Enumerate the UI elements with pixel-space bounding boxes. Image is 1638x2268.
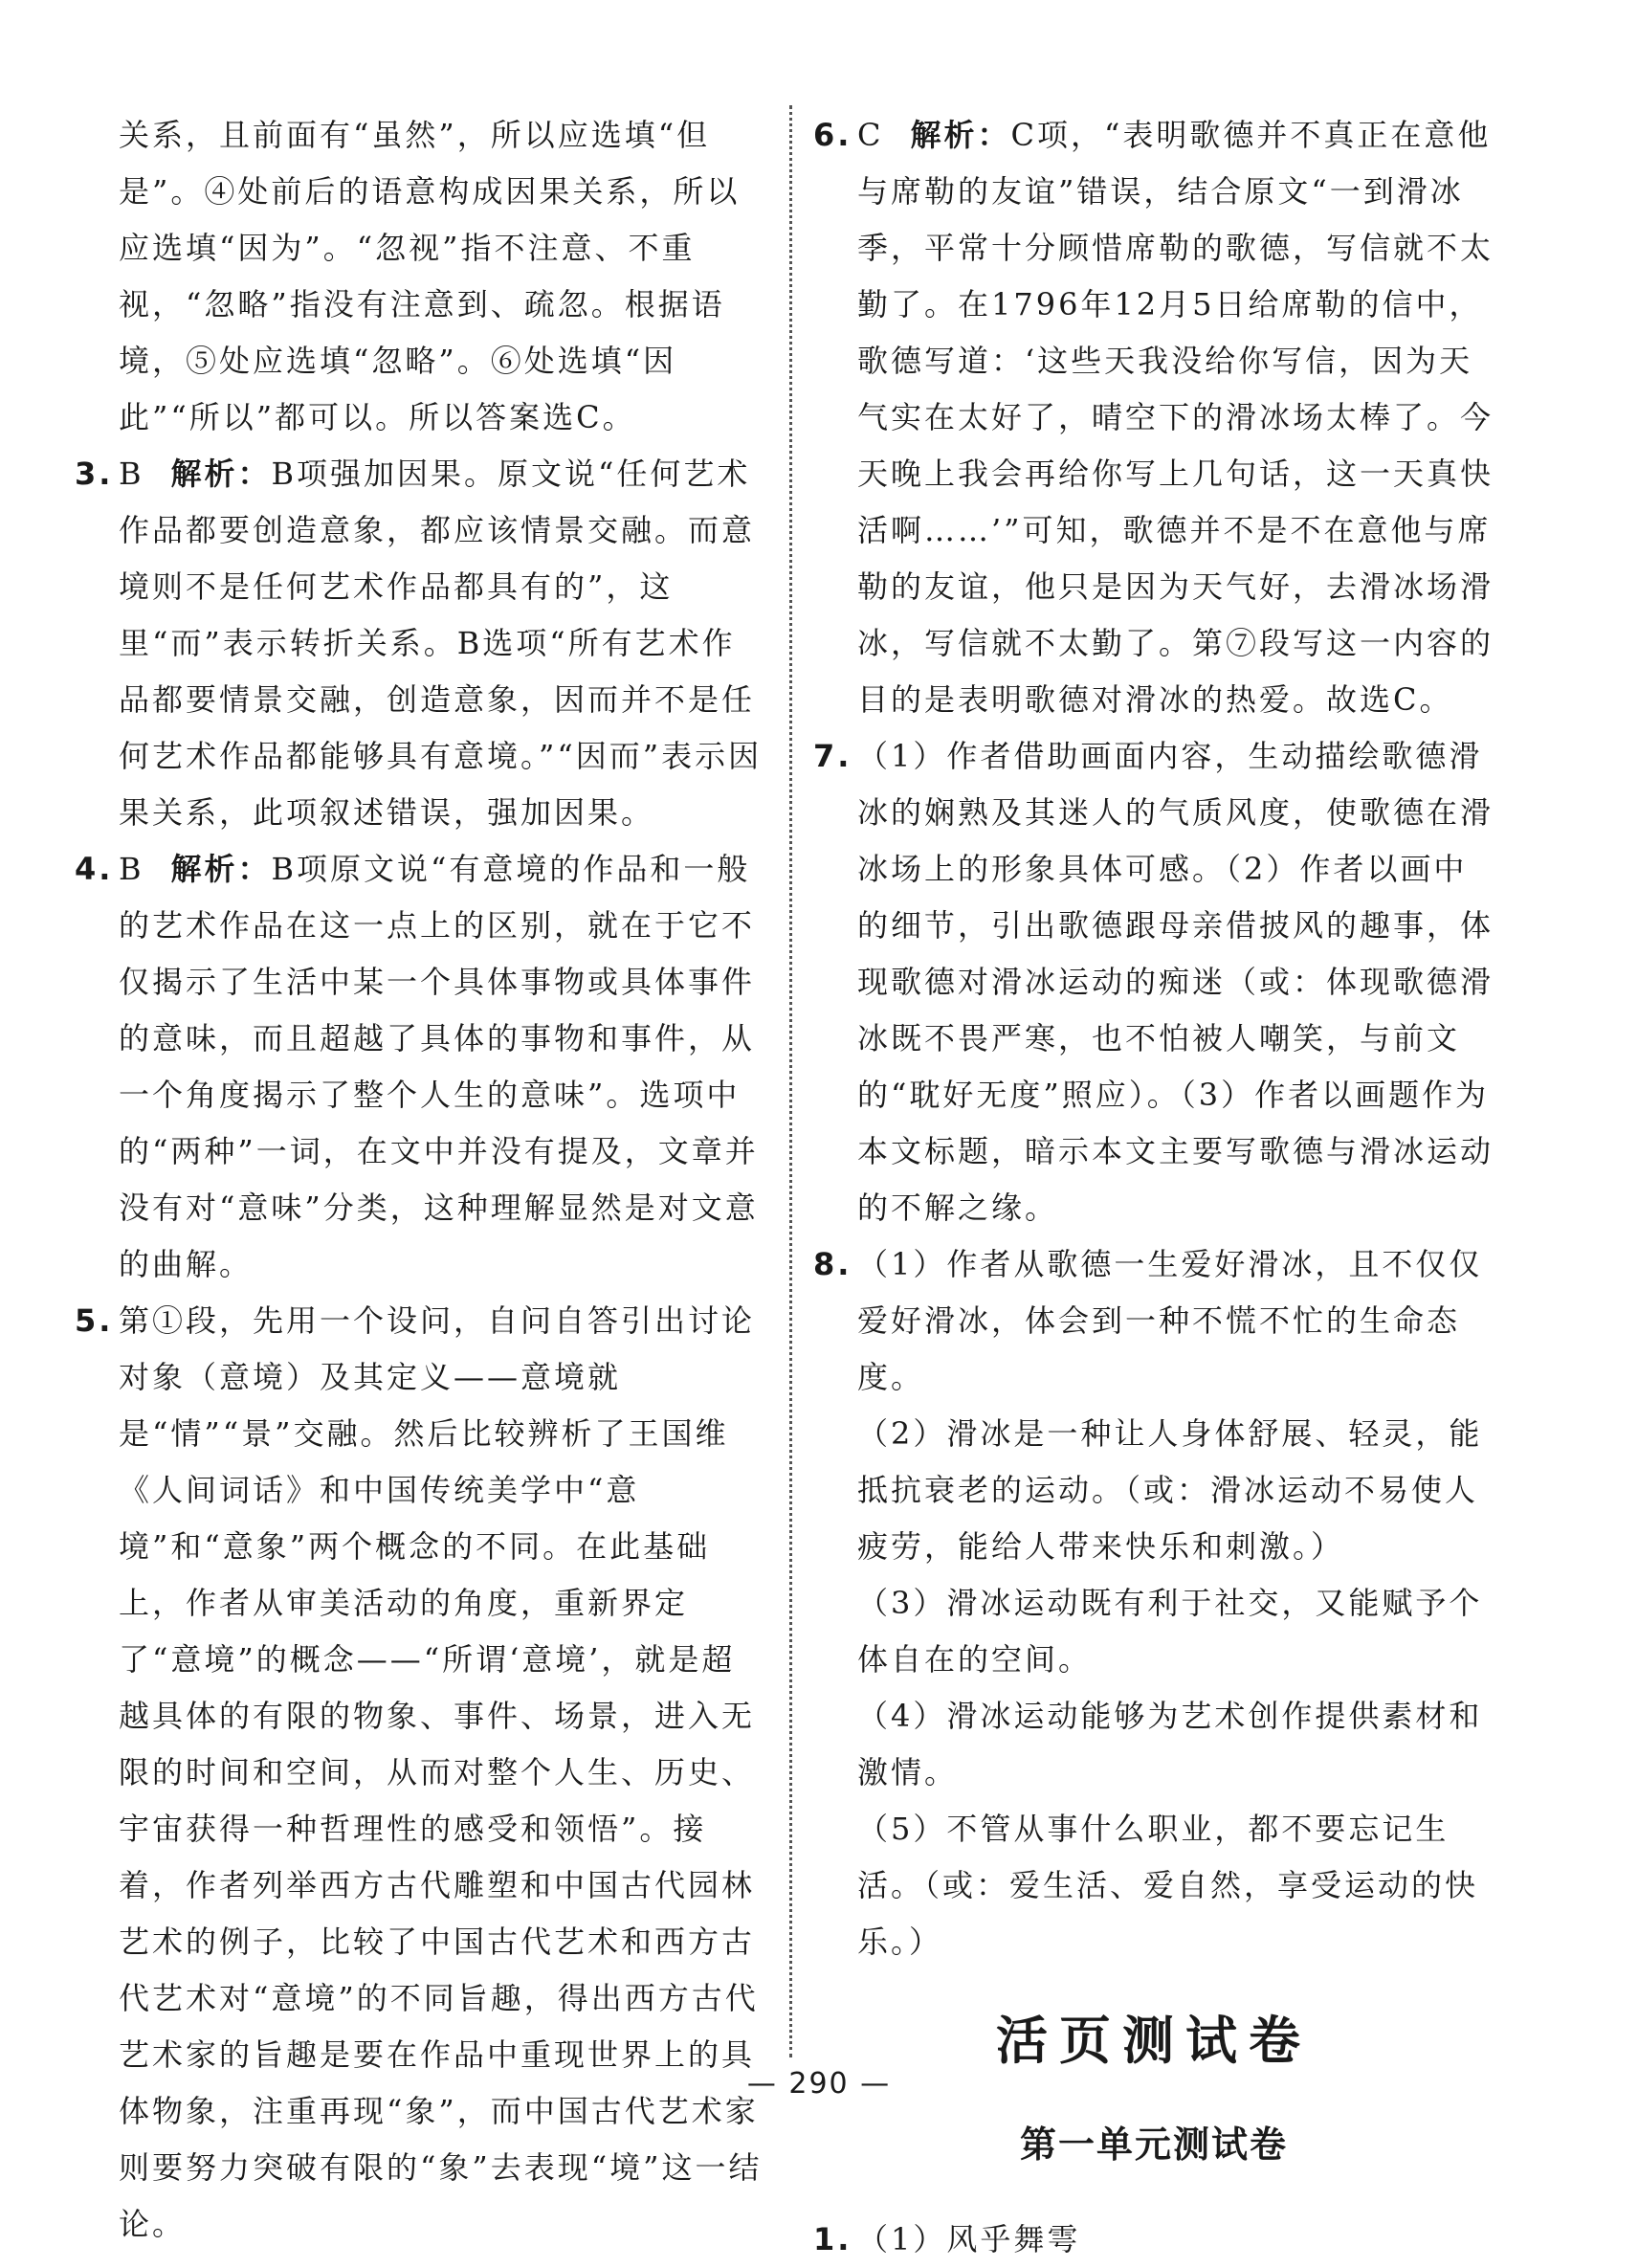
item-number: 8. — [813, 1246, 852, 1282]
analysis-text: C项，“表明歌德并不真正在意他与席勒的友谊”错误，结合原文“一到滑冰季，平常十分顾惜席勒的歌德，写信就不太勤了。在1796年12月5日给席勒的信中，歌德写道：‘这些天我没给你写信，因为天气实在太好了，晴空下的滑冰场太棒了。今天晚上我会再给你写上几句话，这一天真快活啊……’”可知，歌德并不是不在意他与席勒的友谊，他只是因为天气好，去滑冰场滑冰，写信就不太勤了。第⑦段写这一内容的目的是表明歌德对滑冰的热爱。故选C。 — [857, 117, 1494, 718]
answer-text: （1）作者从歌德一生爱好滑冰，且不仅仅爱好滑冰，体会到一种不慌不忙的生命态度。 — [857, 1246, 1483, 1395]
item-number: 4. — [75, 851, 114, 887]
answer-item-4 — [75, 841, 764, 1293]
answer-item-7 — [813, 728, 1494, 1236]
answer-item-8-part-2: （2）滑冰是一种让人身体舒展、轻灵，能抵抗衰老的运动。（或：滑冰运动不易使人疲劳，能给人带来快乐和刺激。） — [857, 1415, 1483, 1565]
answer-text: （1）风乎舞雩 — [857, 2221, 1081, 2257]
unit-title: 第一单元测试卷 — [1019, 2123, 1288, 2166]
answer-item-8-part-5: （5）不管从事什么职业，都不要忘记生活。（或：爱生活、爱自然，享受运动的快乐。） — [857, 1811, 1479, 1960]
analysis-label: 解析： — [910, 117, 1011, 153]
column-divider — [789, 105, 792, 2057]
answer-item-6 — [813, 107, 1494, 728]
item-number: 5. — [75, 1302, 114, 1339]
answer-letter: C — [857, 117, 884, 153]
answer-item-5 — [75, 1293, 764, 2253]
continuation-text: 关系，且前面有“虽然”，所以应选填“但是”。④处前后的语意构成因果关系，所以应选填“因为”。“忽视”指不注意、不重视，“忽略”指没有注意到、疏忽。根据语境，⑤处应选填“忽略”。⑥处选填“因此”“所以”都可以。所以答案选C。 — [119, 117, 741, 435]
right-column — [813, 107, 1494, 2268]
left-column — [75, 107, 764, 2253]
answer-item-3 — [75, 446, 764, 841]
analysis-text: B项强加因果。原文说“任何艺术作品都要创造意象，都应该情景交融。而意境则不是任何艺术作品都具有的”，这里“而”表示转折关系。B选项“所有艺术作品都要情景交融，创造意象，因而并不是任何艺术作品都能够具有意境。”“因而”表示因果关系，此项叙述错误，强加因果。 — [119, 456, 763, 831]
item-number: 6. — [813, 117, 852, 153]
analysis-label: 解析： — [170, 851, 272, 887]
analysis-label: 解析： — [170, 456, 272, 492]
item-number: 7. — [813, 738, 852, 774]
item-number: 3. — [75, 456, 114, 492]
answer-item-8 — [813, 1236, 1494, 1406]
analysis-text: 第①段，先用一个设问，自问自答引出讨论对象（意境）及其定义——意境就是“情”“景”交融。然后比较辨析了王国维《人间词话》和中国传统美学中“意境”和“意象”两个概念的不同。在此基础上，作者从审美活动的角度，重新界定了“意境”的概念——“所谓‘意境’，就是超越具体的有限的物象、事件、场景，进入无限的时间和空间，从而对整个人生、历史、宇宙获得一种哲理性的感受和领悟”。接着，作者列举西方古代雕塑和中国古代园林艺术的例子，比较了中国古代艺术和西方古代艺术对“意境”的不同旨趣，得出西方古代艺术家的旨趣是要在作品中重现世界上的具体物象，注重再现“象”，而中国古代艺术家则要努力突破有限的“象”去表现“境”这一结论。 — [119, 1302, 763, 2242]
answer-item-8-part-4: （4）滑冰运动能够为艺术创作提供素材和激情。 — [857, 1698, 1483, 1790]
analysis-text: B项原文说“有意境的作品和一般的艺术作品在这一点上的区别，就在于它不仅揭示了生活中某一个具体事物或具体事件的意味，而且超越了具体的事物和事件，从一个角度揭示了整个人生的意味”。选项中的“两种”一词，在文中并没有提及，文章并没有对“意味”分类，这种理解显然是对文意的曲解。 — [119, 851, 759, 1282]
answer-item-1 — [813, 2212, 1494, 2268]
answer-text: （1）作者借助画面内容，生动描绘歌德滑冰的娴熟及其迷人的气质风度，使歌德在滑冰场上的形象具体可感。（2）作者以画中的细节，引出歌德跟母亲借披风的趣事，体现歌德对滑冰运动的痴迷（或：体现歌德滑冰既不畏严寒，也不怕被人嘲笑，与前文的“耽好无度”照应）。（3）作者以画题作为本文标题，暗示本文主要写歌德与滑冰运动的不解之缘。 — [857, 738, 1494, 1226]
section-title: 活页测试卷 — [996, 2011, 1312, 2071]
answer-item-8-part-3: （3）滑冰运动既有利于社交，又能赋予个体自在的空间。 — [857, 1585, 1483, 1678]
answer-letter: B — [119, 456, 144, 492]
answer-letter: B — [119, 851, 144, 887]
page-number: — 290 — — [746, 2067, 892, 2101]
item-number: 1. — [813, 2221, 852, 2257]
